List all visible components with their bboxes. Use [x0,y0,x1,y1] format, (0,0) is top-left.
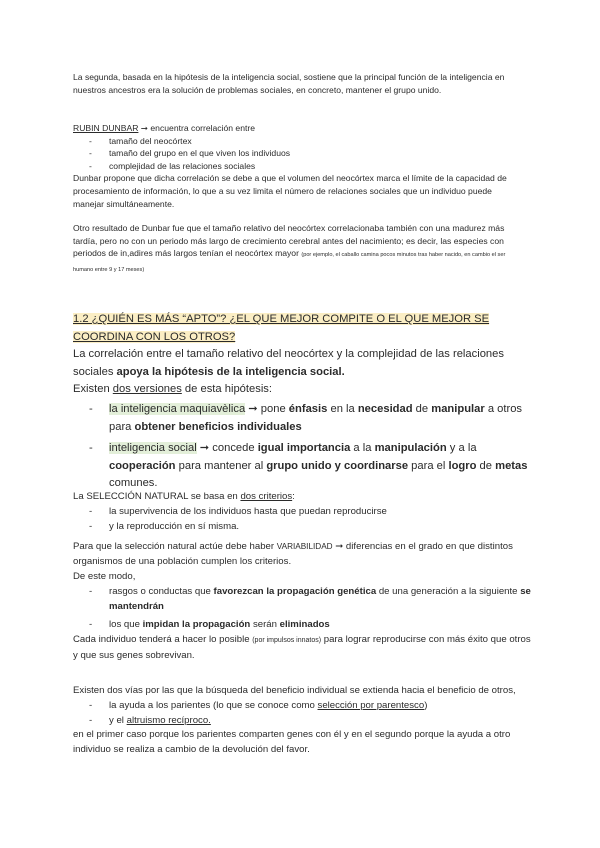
v1-b2: necesidad [357,402,413,415]
p2-text-a: Existen [73,383,113,396]
list-item [73,714,533,729]
v2-t1: ➞ concede [196,442,258,455]
section-paragraph-2 [73,381,533,399]
seleccion-section [73,490,533,664]
version-machiavellian [73,401,533,436]
variabilidad-paragraph [73,540,533,570]
p2-underline: dos versiones [112,383,182,396]
vias-section [73,684,533,758]
section-paragraph-1 [73,346,533,381]
v1-b3: manipular [431,402,485,415]
v1-t3: de [412,402,432,415]
v1-t1: ➞ pone [245,402,289,415]
i1-a: la ayuda a los parientes (lo que se conoce como [109,699,318,711]
dunbar-paragraph-2-text: Otro resultado de Dunbar fue que el tamaño relativo del neocórtex correlacionaba también con una madurez más tardía, pero no con un periodo más largo de crecimiento cerebral antes del nacimiento; es decir, las especies con periodos de in,adires más largos tenían el neocórtex mayor [73,223,505,259]
dunbar-paragraph-1: Dunbar propone que dicha correlación se debe a que el volumen del neocórtex marca el límite de la capacidad de procesamiento de información, lo que a su vez limita el número de relaciones sociales que un individuo puede manejar simultáneamente. [73,173,507,209]
seleccion-b: : [292,491,295,502]
r1-b: favorezcan la propagación genética [213,585,377,597]
v2-b5: logro [448,459,477,472]
v2-b1: igual importancia [257,442,351,455]
r2-a: los que [109,619,143,631]
v2-b3: cooperación [109,459,176,472]
list-item: - tamaño del neocórtex [73,135,525,148]
c-a: Cada individuo tenderá a hacer lo posible [73,634,253,646]
seleccion-underline: dos criterios [240,491,293,502]
v1-b4: obtener beneficios individuales [134,420,302,433]
dunbar-section [73,122,525,277]
v2-t5: para el [408,459,449,472]
v2-t2: a la [350,442,375,455]
dunbar-lead-line [73,122,525,135]
i2-a: y el [109,714,127,726]
list-item: - complejidad de las relaciones sociales [73,160,525,173]
r2-c: serán [250,619,280,631]
versions-list [73,401,533,493]
list-item [73,618,533,633]
list-item: - y la reproducción en sí misma. [73,520,533,535]
dunbar-paragraph-2 [73,222,525,276]
v1-highlight: la inteligencia maquiavèlica [109,402,246,415]
v2-t3: y a la [446,442,477,455]
var-b: ➞ diferencias en el grado en que distintos organismos de una población cumplen los criterios. [73,541,513,568]
dunbar-name: RUBIN DUNBAR [73,123,139,133]
list-item: - tamaño del grupo en el que viven los individuos [73,147,525,160]
p1-bold: apoya la hipótesis de la inteligencia social. [116,365,345,378]
var-caps: VARIABILIDAD [276,542,333,552]
v2-highlight: inteligencia social [109,442,197,455]
version-social [73,440,533,493]
v1-t2: en la [327,402,358,415]
c-b: para lograr reproducirse con más éxito que otros y que sus genes sobrevivan. [73,634,531,661]
v2-b2: manipulación [374,442,447,455]
dunbar-lead: encuentra correlación entre [150,123,256,133]
intro-text: La segunda, basada en la hipótesis de la inteligencia social, sostiene que la principal función de la inteligencia en nuestros ancestros era la solución de problemas sociales, en concreto, mantener el grupo unido. [73,72,505,95]
cada-individuo-paragraph [73,633,533,664]
criterios-list [73,505,533,535]
v2-b6: metas [495,459,528,472]
section-heading-text: 1.2 ¿QUIÉN ES MÁS “APTO”? ¿EL QUE MEJOR COMPITE O EL QUE MEJOR SE COORDINA CON LOS OTROS? [73,313,490,343]
list-item [73,585,533,615]
v2-t6: de [476,459,496,472]
r2-d: eliminados [279,619,330,631]
v2-t4: para mantener al [175,459,267,472]
p2-text-b: de esta hipótesis: [181,383,273,396]
var-a: Para que la selección natural actúe debe haber [73,541,277,553]
vias-paragraph: Existen dos vías por las que la búsqueda del beneficio individual se extienda hacia el beneficio de otros, [73,685,516,696]
arrow-glyph: ➞ [138,123,151,133]
v1-t4: a otros para [109,402,523,433]
v1-b1: énfasis [288,402,328,415]
r1-d: se mantendrán [109,585,531,612]
i1-u: selección por parentesco [317,699,425,711]
list-item: - la supervivencia de los individuos hasta que puedan reproducirse [73,505,533,520]
r2-b: impidan la propagación [142,619,251,631]
dunbar-list [73,135,525,173]
r1-a: rasgos o conductas que [109,585,214,597]
r1-c: de una generación a la siguiente [376,585,521,597]
section-apto [73,311,533,493]
p1-text: La correlación entre el tamaño relativo del neocórtex y la complejidad de las relaciones sociales [73,348,504,378]
list-item [73,699,533,714]
de-este-modo: De este modo, [73,570,136,582]
intro-paragraph [73,71,525,96]
section-heading [73,311,533,346]
rasgos-list [73,585,533,633]
vias-list [73,699,533,729]
i1-b: ) [424,699,428,711]
c-small: (por impulsos innatos) [252,637,322,645]
v2-b4: grupo unido y coordinarse [266,459,409,472]
i2-u: altruismo recíproco. [126,714,211,726]
dunbar-paragraph-2-note: (por ejemplo, el caballo camina pocos minutos tras haber nacido, en cambio el ser humano entre 9 y 17 meses) [73,252,506,273]
seleccion-lead [73,490,533,505]
vias-closing-paragraph: en el primer caso porque los parientes comparten genes con él y en el segundo porque la ayuda a otro individuo se realiza a cambio de la devolución del favor. [73,729,511,756]
seleccion-a: La SELECCIÓN NATURAL se basa en [73,491,241,502]
v2-t7: comunes. [109,477,158,490]
